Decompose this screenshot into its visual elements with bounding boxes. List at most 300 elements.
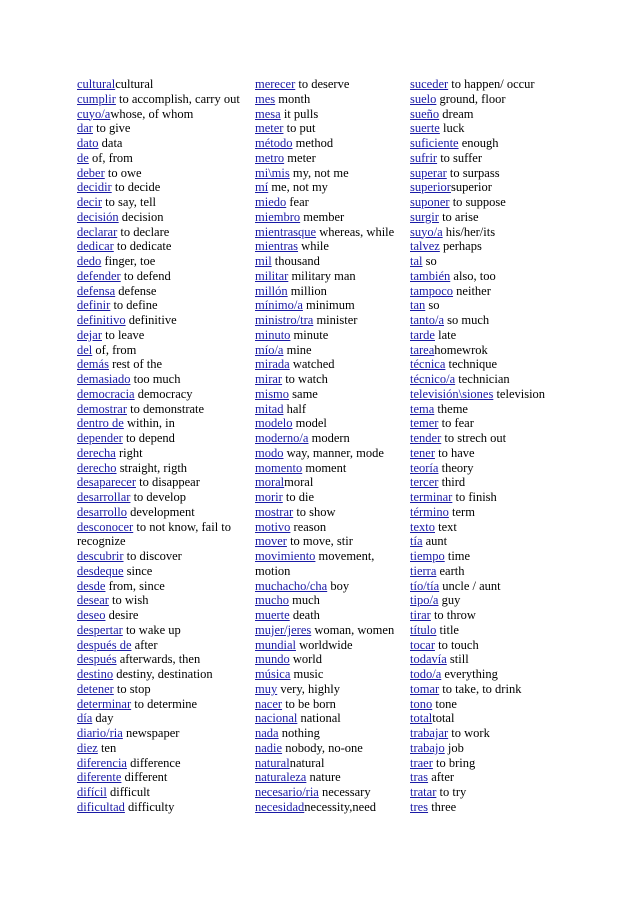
- vocab-term-link[interactable]: definitivo: [77, 313, 126, 327]
- vocab-gloss: to happen/ occur: [448, 77, 535, 91]
- vocab-entry: [255, 195, 405, 210]
- vocab-gloss: within, in: [123, 416, 175, 431]
- vocab-entry: [410, 564, 570, 579]
- vocab-term-link[interactable]: mínimo/a: [255, 298, 303, 313]
- vocab-entry: [77, 667, 249, 682]
- vocab-term-link[interactable]: natural: [255, 755, 290, 770]
- vocab-gloss: model: [292, 416, 327, 431]
- vocab-gloss: moral: [284, 475, 314, 490]
- vocab-term-link[interactable]: diario/ria: [77, 726, 123, 740]
- vocab-entry: [410, 92, 570, 107]
- vocab-gloss: day: [92, 711, 114, 726]
- vocab-term-link[interactable]: nadie: [255, 740, 283, 755]
- vocab-term-link[interactable]: mundial: [255, 637, 296, 652]
- vocab-gloss: of, from: [92, 342, 137, 357]
- vocab-term-link[interactable]: diez: [77, 740, 98, 755]
- vocab-gloss: it pulls: [280, 106, 319, 121]
- vocab-entry: [77, 638, 249, 653]
- vocab-gloss: destiny, destination: [113, 667, 213, 681]
- vocab-gloss: to develop: [130, 490, 186, 504]
- vocab-entry: [77, 357, 249, 372]
- vocab-entry: [410, 475, 570, 490]
- vocab-term-link[interactable]: miembro: [255, 209, 301, 224]
- vocab-term-link[interactable]: definir: [77, 298, 111, 313]
- vocab-entry: [77, 195, 249, 210]
- vocab-entry: [255, 534, 405, 549]
- vocabulary-column-3: [410, 77, 570, 815]
- vocab-entry: [410, 756, 570, 771]
- vocab-entry: [410, 667, 570, 682]
- vocab-term-link[interactable]: trabajar: [410, 726, 449, 740]
- vocabulary-column-2: [255, 77, 405, 815]
- vocab-gloss: to say, tell: [101, 195, 157, 209]
- vocab-term-link[interactable]: tanto/a: [410, 313, 445, 327]
- vocab-term-link[interactable]: total: [410, 711, 433, 726]
- vocab-term-link[interactable]: miedo: [255, 195, 287, 209]
- vocab-term-link[interactable]: dentro de: [77, 416, 124, 431]
- vocab-term-link[interactable]: modelo: [255, 416, 293, 431]
- vocab-gloss: to disappear: [135, 475, 200, 490]
- vocab-term-link[interactable]: teoría: [410, 460, 439, 475]
- vocab-entry: [410, 549, 570, 564]
- vocab-term-link[interactable]: mismo: [255, 386, 290, 401]
- vocab-term-link[interactable]: destino: [77, 667, 114, 681]
- vocab-term-link[interactable]: tierra: [410, 563, 437, 578]
- vocab-term-link[interactable]: dejar: [77, 327, 102, 342]
- vocab-term-link[interactable]: millón: [255, 283, 288, 298]
- vocab-gloss: woman, women: [311, 622, 395, 637]
- vocab-term-link[interactable]: mitad: [255, 401, 284, 416]
- vocab-term-link[interactable]: mirar: [255, 372, 283, 386]
- vocab-term-link[interactable]: dato: [77, 136, 99, 150]
- vocab-term-link[interactable]: todavía: [410, 652, 447, 667]
- vocab-entry: [410, 741, 570, 756]
- vocab-entry: [255, 180, 405, 195]
- vocab-gloss: necessity,need: [304, 799, 377, 814]
- vocab-entry: [77, 505, 249, 520]
- vocab-gloss: technique: [445, 357, 498, 372]
- vocab-term-link[interactable]: dar: [77, 121, 93, 136]
- vocab-term-link[interactable]: defender: [77, 268, 121, 283]
- vocab-entry: [255, 667, 405, 682]
- vocab-term-link[interactable]: mientrasque: [255, 224, 317, 239]
- vocab-term-link[interactable]: mostrar: [255, 504, 294, 519]
- vocab-gloss: difficulty: [124, 799, 175, 814]
- vocab-term-link[interactable]: título: [410, 622, 437, 637]
- vocab-gloss: to depend: [122, 431, 175, 445]
- vocab-term-link[interactable]: después de: [77, 637, 132, 652]
- vocab-term-link[interactable]: mesa: [255, 106, 281, 121]
- vocab-term-link[interactable]: tiempo: [410, 549, 445, 563]
- vocab-term-link[interactable]: suerte: [410, 121, 440, 136]
- vocab-term-link[interactable]: suceder: [410, 77, 449, 91]
- vocab-entry: [77, 593, 249, 608]
- vocab-term-link[interactable]: deber: [77, 165, 105, 180]
- vocab-entry: [410, 608, 570, 623]
- vocab-gloss: theme: [434, 401, 468, 416]
- vocab-entry: [77, 107, 249, 122]
- vocab-term-link[interactable]: movimiento: [255, 549, 316, 563]
- vocab-term-link[interactable]: tercer: [410, 475, 439, 490]
- vocab-term-link[interactable]: talvez: [410, 239, 440, 254]
- vocab-entry: [410, 697, 570, 712]
- vocab-gloss: minute: [290, 327, 329, 342]
- vocab-term-link[interactable]: demostrar: [77, 401, 127, 416]
- vocab-term-link[interactable]: suficiente: [410, 136, 459, 150]
- vocab-gloss: to finish: [452, 490, 497, 504]
- vocab-entry: [77, 284, 249, 299]
- vocab-gloss: moment: [302, 460, 347, 475]
- vocab-entry: [77, 416, 249, 431]
- vocab-term-link[interactable]: suyo/a: [410, 224, 443, 239]
- vocab-term-link[interactable]: sueño: [410, 106, 440, 121]
- vocab-entry: [77, 520, 249, 550]
- vocab-gloss: afterwards, then: [116, 652, 201, 667]
- vocab-term-link[interactable]: democracia: [77, 386, 135, 401]
- vocab-term-link[interactable]: nacer: [255, 696, 283, 711]
- vocab-term-link[interactable]: tía: [410, 534, 423, 549]
- vocab-term-link[interactable]: nada: [255, 726, 279, 740]
- vocab-term-link[interactable]: mundo: [255, 652, 290, 667]
- vocab-entry: [255, 490, 405, 505]
- vocab-gloss: too much: [130, 372, 181, 386]
- vocab-entry: [410, 711, 570, 726]
- vocab-gloss: right: [115, 445, 143, 460]
- vocab-gloss: term: [448, 504, 475, 519]
- vocab-term-link[interactable]: tocar: [410, 637, 435, 652]
- vocab-entry: [410, 180, 570, 195]
- vocab-term-link[interactable]: desarrollo: [77, 504, 127, 519]
- vocab-term-link[interactable]: tras: [410, 770, 429, 785]
- vocab-entry: [410, 107, 570, 122]
- vocab-term-link[interactable]: morir: [255, 490, 283, 504]
- vocab-gloss: member: [300, 209, 345, 224]
- vocab-gloss: whereas, while: [316, 224, 395, 239]
- vocab-term-link[interactable]: momento: [255, 460, 303, 475]
- vocab-gloss: third: [438, 475, 466, 490]
- vocab-term-link[interactable]: todo/a: [410, 667, 442, 681]
- vocab-entry: [77, 77, 249, 92]
- vocab-term-link[interactable]: decir: [77, 195, 102, 209]
- vocab-entry: [410, 136, 570, 151]
- vocab-term-link[interactable]: tratar: [410, 785, 437, 799]
- vocab-gloss: since: [123, 563, 153, 578]
- vocab-term-link[interactable]: derecho: [77, 460, 117, 475]
- vocab-term-link[interactable]: suponer: [410, 195, 450, 209]
- vocab-term-link[interactable]: desarrollar: [77, 490, 131, 504]
- vocab-term-link[interactable]: despertar: [77, 622, 123, 637]
- vocab-term-link[interactable]: traer: [410, 755, 433, 770]
- vocab-term-link[interactable]: también: [410, 268, 451, 283]
- vocab-gloss: to decide: [111, 180, 161, 195]
- vocab-entry: [255, 431, 405, 446]
- vocab-gloss: very, highly: [277, 681, 340, 696]
- vocab-gloss: so: [422, 254, 437, 268]
- vocab-term-link[interactable]: demasiado: [77, 372, 131, 386]
- vocabulary-column-1: [77, 77, 249, 815]
- vocab-entry: [410, 284, 570, 299]
- vocab-entry: [77, 579, 249, 594]
- vocab-term-link[interactable]: texto: [410, 519, 435, 534]
- vocab-term-link[interactable]: necesario/ria: [255, 785, 319, 799]
- vocab-entry: [255, 756, 405, 771]
- vocab-term-link[interactable]: nacional: [255, 711, 298, 726]
- vocab-entry: [77, 726, 249, 741]
- vocab-term-link[interactable]: tarde: [410, 327, 435, 342]
- vocab-term-link[interactable]: descubrir: [77, 549, 124, 563]
- vocab-entry: [410, 682, 570, 697]
- vocab-gloss: meter: [284, 150, 316, 165]
- vocab-term-link[interactable]: música: [255, 667, 291, 681]
- vocab-gloss: decision: [118, 209, 164, 224]
- vocab-entry: [255, 770, 405, 785]
- vocab-term-link[interactable]: dedicar: [77, 239, 114, 254]
- vocab-term-link[interactable]: temer: [410, 416, 439, 431]
- vocab-entry: [77, 608, 249, 623]
- vocab-term-link[interactable]: difícil: [77, 785, 107, 799]
- vocab-term-link[interactable]: tono: [410, 696, 433, 711]
- vocab-gloss: uncle / aunt: [439, 578, 501, 593]
- vocab-entry: [255, 416, 405, 431]
- vocab-entry: [410, 800, 570, 815]
- vocab-entry: [77, 166, 249, 181]
- vocab-term-link[interactable]: muerte: [255, 608, 290, 622]
- vocab-term-link[interactable]: diferencia: [77, 755, 127, 770]
- vocab-gloss: three: [428, 799, 457, 814]
- vocab-term-link[interactable]: mientras: [255, 239, 299, 254]
- vocab-entry: [410, 269, 570, 284]
- vocab-term-link[interactable]: demás: [77, 357, 109, 372]
- vocab-gloss: to put: [283, 121, 316, 136]
- vocab-gloss: to give: [92, 121, 131, 136]
- vocab-gloss: to owe: [104, 165, 142, 180]
- vocab-term-link[interactable]: del: [77, 342, 93, 357]
- vocab-entry: [410, 210, 570, 225]
- vocab-entry: [410, 313, 570, 328]
- vocab-term-link[interactable]: suelo: [410, 91, 437, 106]
- vocab-term-link[interactable]: desdeque: [77, 563, 124, 578]
- vocab-gloss: music: [290, 667, 324, 681]
- vocab-gloss: after: [428, 770, 455, 785]
- vocab-term-link[interactable]: técnica: [410, 357, 446, 372]
- vocab-entry: [255, 77, 405, 92]
- vocab-entry: [255, 269, 405, 284]
- vocab-entry: [255, 446, 405, 461]
- vocab-term-link[interactable]: término: [410, 504, 449, 519]
- vocab-entry: [255, 579, 405, 594]
- vocab-gloss: neither: [453, 283, 491, 298]
- vocab-term-link[interactable]: tema: [410, 401, 435, 416]
- vocab-gloss: his/her/its: [442, 224, 496, 239]
- vocab-gloss: definitive: [125, 313, 177, 327]
- vocab-entry: [410, 151, 570, 166]
- vocab-term-link[interactable]: mover: [255, 534, 287, 549]
- vocab-term-link[interactable]: método: [255, 136, 293, 150]
- vocab-gloss: development: [126, 504, 195, 519]
- vocab-entry: [410, 579, 570, 594]
- vocab-gloss: to throw: [430, 608, 476, 622]
- vocab-gloss: homewrok: [434, 342, 488, 357]
- vocab-gloss: time: [444, 549, 471, 563]
- vocab-gloss: democracy: [134, 386, 193, 401]
- vocab-term-link[interactable]: tres: [410, 799, 429, 814]
- vocab-term-link[interactable]: motivo: [255, 519, 291, 534]
- vocab-term-link[interactable]: dedo: [77, 254, 102, 268]
- vocab-term-link[interactable]: tirar: [410, 608, 431, 622]
- vocab-gloss: text: [435, 519, 457, 534]
- vocab-term-link[interactable]: desaparecer: [77, 475, 136, 490]
- vocab-term-link[interactable]: dificultad: [77, 799, 125, 814]
- vocab-entry: [77, 210, 249, 225]
- vocab-term-link[interactable]: surgir: [410, 209, 439, 224]
- vocab-term-link[interactable]: decidir: [77, 180, 112, 195]
- vocab-gloss: to leave: [101, 327, 145, 342]
- vocab-gloss: military man: [288, 268, 356, 283]
- vocab-term-link[interactable]: mujer/jeres: [255, 622, 312, 637]
- vocab-gloss: enough: [458, 136, 499, 150]
- vocab-term-link[interactable]: meter: [255, 121, 284, 136]
- vocab-entry: [77, 652, 249, 667]
- vocab-term-link[interactable]: diferente: [77, 770, 122, 785]
- vocab-term-link[interactable]: minuto: [255, 327, 291, 342]
- vocab-term-link[interactable]: declarar: [77, 224, 118, 239]
- vocab-term-link[interactable]: derecha: [77, 445, 116, 460]
- vocab-entry: [410, 166, 570, 181]
- vocab-gloss: watched: [289, 357, 335, 372]
- vocab-term-link[interactable]: cultural: [77, 77, 116, 91]
- vocab-gloss: newspaper: [122, 726, 180, 740]
- vocab-term-link[interactable]: deseo: [77, 608, 106, 622]
- vocab-gloss: to wake up: [122, 622, 181, 637]
- vocab-entry: [410, 505, 570, 520]
- vocab-term-link[interactable]: tal: [410, 254, 423, 268]
- vocab-entry: [410, 726, 570, 741]
- vocab-gloss: to fear: [438, 416, 474, 431]
- vocab-term-link[interactable]: decisión: [77, 209, 119, 224]
- vocab-term-link[interactable]: mí: [255, 180, 269, 195]
- vocab-entry: [77, 121, 249, 136]
- vocab-term-link[interactable]: de: [77, 150, 89, 165]
- vocab-gloss: data: [98, 136, 123, 150]
- vocab-term-link[interactable]: tomar: [410, 681, 440, 696]
- vocab-gloss: to die: [282, 490, 315, 504]
- vocab-gloss: to move, stir: [286, 534, 353, 549]
- vocab-gloss: to show: [293, 504, 336, 519]
- vocab-term-link[interactable]: merecer: [255, 77, 296, 91]
- vocab-term-link[interactable]: modo: [255, 445, 284, 460]
- vocab-gloss: also, too: [450, 268, 496, 283]
- vocab-term-link[interactable]: día: [77, 711, 93, 726]
- vocab-entry: [77, 343, 249, 358]
- vocab-term-link[interactable]: desconocer: [77, 519, 134, 534]
- vocab-entry: [255, 800, 405, 815]
- vocab-term-link[interactable]: después: [77, 652, 117, 667]
- vocab-term-link[interactable]: tampoco: [410, 283, 454, 298]
- vocab-gloss: cultural: [115, 77, 154, 91]
- vocab-gloss: to watch: [282, 372, 328, 386]
- vocab-term-link[interactable]: televisión\siones: [410, 386, 494, 401]
- vocab-entry: [77, 239, 249, 254]
- vocab-entry: [410, 357, 570, 372]
- vocab-term-link[interactable]: mil: [255, 254, 272, 268]
- vocab-term-link[interactable]: tipo/a: [410, 593, 439, 608]
- vocab-term-link[interactable]: mes: [255, 91, 276, 106]
- vocab-term-link[interactable]: mirada: [255, 357, 290, 372]
- vocab-term-link[interactable]: desde: [77, 578, 106, 593]
- vocab-gloss: nature: [306, 770, 341, 785]
- vocab-term-link[interactable]: moderno/a: [255, 431, 309, 445]
- vocab-entry: [410, 402, 570, 417]
- vocab-entry: [255, 520, 405, 535]
- vocab-gloss: straight, rigth: [116, 460, 188, 475]
- vocab-term-link[interactable]: tener: [410, 445, 435, 460]
- vocab-term-link[interactable]: tarea: [410, 342, 435, 357]
- vocab-gloss: to not know, fail to recognize: [77, 519, 232, 549]
- vocab-gloss: month: [275, 91, 311, 106]
- vocab-gloss: thousand: [271, 254, 320, 268]
- vocab-gloss: ground, floor: [436, 91, 506, 106]
- vocab-term-link[interactable]: desear: [77, 593, 109, 608]
- vocab-term-link[interactable]: naturaleza: [255, 770, 307, 785]
- vocab-term-link[interactable]: necesidad: [255, 799, 305, 814]
- vocab-term-link[interactable]: superar: [410, 165, 447, 180]
- vocab-term-link[interactable]: mi\mis: [255, 165, 290, 180]
- vocab-term-link[interactable]: sufrir: [410, 150, 438, 165]
- vocab-gloss: necessary: [318, 785, 371, 799]
- vocab-term-link[interactable]: cumplir: [77, 91, 116, 106]
- vocab-entry: [255, 461, 405, 476]
- vocab-term-link[interactable]: trabajo: [410, 740, 445, 755]
- vocab-entry: [77, 800, 249, 815]
- vocab-term-link[interactable]: muchacho/cha: [255, 578, 328, 593]
- vocab-term-link[interactable]: muy: [255, 681, 278, 696]
- vocab-term-link[interactable]: depender: [77, 431, 123, 445]
- vocab-gloss: nobody, no-one: [282, 740, 363, 755]
- vocab-term-link[interactable]: tan: [410, 298, 426, 313]
- vocab-term-link[interactable]: tender: [410, 431, 442, 445]
- vocab-gloss: perhaps: [439, 239, 482, 254]
- vocab-term-link[interactable]: ministro/tra: [255, 313, 314, 327]
- vocab-term-link[interactable]: cuyo/a: [77, 106, 111, 121]
- vocab-term-link[interactable]: detener: [77, 681, 114, 696]
- vocab-entry: [410, 638, 570, 653]
- vocab-term-link[interactable]: determinar: [77, 696, 132, 711]
- vocab-term-link[interactable]: terminar: [410, 490, 453, 504]
- vocab-term-link[interactable]: técnico/a: [410, 372, 456, 386]
- vocab-gloss: rest of the: [108, 357, 163, 372]
- vocab-term-link[interactable]: metro: [255, 150, 285, 165]
- vocab-gloss: television: [493, 386, 546, 401]
- vocab-entry: [255, 328, 405, 343]
- vocab-term-link[interactable]: militar: [255, 268, 289, 283]
- vocab-entry: [410, 461, 570, 476]
- vocab-term-link[interactable]: mucho: [255, 593, 290, 608]
- vocab-entry: [77, 431, 249, 446]
- vocab-term-link[interactable]: defensa: [77, 283, 116, 298]
- vocab-term-link[interactable]: moral: [255, 475, 285, 490]
- vocab-entry: [255, 741, 405, 756]
- vocab-gloss: my, not me: [289, 165, 349, 180]
- vocab-entry: [255, 387, 405, 402]
- vocab-gloss: everything: [441, 667, 498, 681]
- vocab-term-link[interactable]: tío/tía: [410, 578, 440, 593]
- vocab-gloss: different: [121, 770, 168, 785]
- vocab-gloss: to deserve: [295, 77, 350, 91]
- vocab-term-link[interactable]: mío/a: [255, 342, 284, 357]
- vocab-term-link[interactable]: superior: [410, 180, 451, 195]
- vocab-gloss: to demonstrate: [126, 401, 205, 416]
- vocab-gloss: boy: [327, 578, 350, 593]
